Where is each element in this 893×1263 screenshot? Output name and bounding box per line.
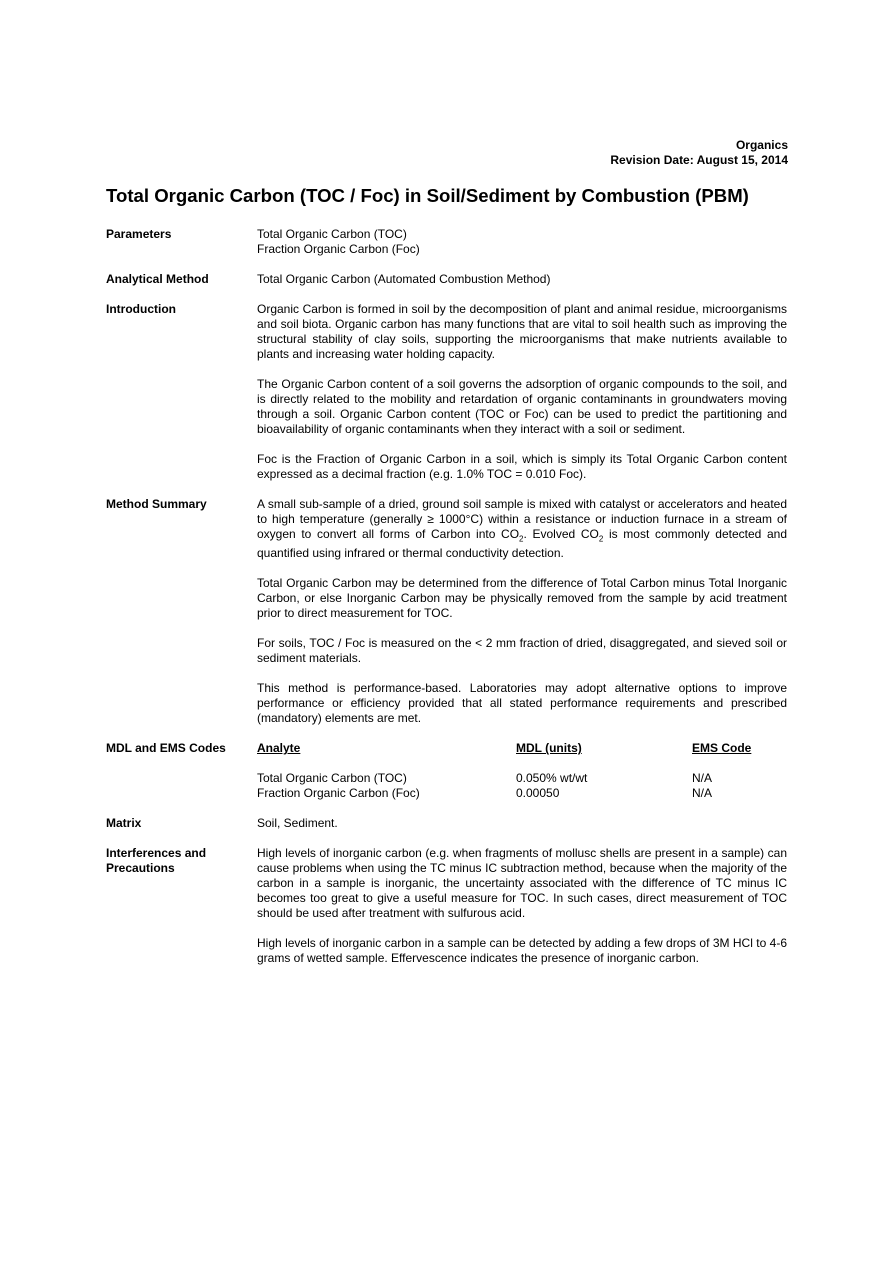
section-mdl-ems [106,741,787,801]
paragraph: For soils, TOC / Foc is measured on the < 2 mm fraction of dried, disaggregated, and sieved soil or sediment materials. [257,636,787,666]
column-header: MDL (units) [516,741,582,756]
table-cell: Total Organic Carbon (TOC) [257,771,407,786]
section-parameters [106,227,787,257]
mdl-table [257,741,787,801]
document-body [106,227,787,966]
table-cell: N/A [692,786,713,801]
section-analytical-method [106,272,787,287]
table-cell: Fraction Organic Carbon (Foc) [257,786,420,801]
table-cell: 0.050% wt/wt [516,771,588,786]
section-matrix [106,816,787,831]
text-run: . Evolved CO [523,527,599,541]
table-row [257,786,787,801]
section-label: Analytical Method [106,272,209,286]
text-run: is most commonly detected and quantified using infrared or thermal conductivity detection. [257,527,787,561]
subscript: 2 [598,534,604,544]
document-header [610,138,788,168]
paragraph: High levels of inorganic carbon in a sample can be detected by adding a few drops of 3M HCl to 4-6 grams of wetted sample. Effervescence indicates the presence of inorganic carbon. [257,936,787,966]
document-title: Total Organic Carbon (TOC / Foc) in Soil/Sediment by Combustion (PBM) [106,185,749,206]
section-label-line: Interferences and [106,846,207,861]
revision-date: Revision Date: August 15, 2014 [610,153,788,167]
paragraph: Total Organic Carbon may be determined from the difference of Total Carbon minus Total Inorganic Carbon, or else Inorganic Carbon may be physically removed from the sample by acid treatment prior to direct measurement for TOC. [257,576,787,621]
section-introduction [106,302,787,482]
subscript: 2 [519,534,524,544]
parameter-item: Total Organic Carbon (TOC) [257,227,407,241]
parameter-item: Fraction Organic Carbon (Foc) [257,242,420,256]
paragraph [257,497,787,561]
mdl-header-row [257,741,787,756]
section-label: MDL and EMS Codes [106,741,226,756]
section-label: Introduction [106,302,176,316]
column-header: EMS Code [692,741,752,756]
section-label: Method Summary [106,497,207,511]
table-cell: 0.00050 [516,786,560,801]
paragraph: The Organic Carbon content of a soil governs the adsorption of organic compounds to the soil, and is directly related to the mobility and retardation of organic contaminants in groundwaters moving through a soil. Organic Carbon content (TOC or Foc) can be used to predict the partitioning and bioavailability of organic contaminants when they interact with a soil or sediment. [257,377,787,436]
section-interferences [106,846,787,966]
category-label: Organics [735,138,788,152]
analytical-method-text: Total Organic Carbon (Automated Combustion Method) [257,272,551,286]
paragraph: Foc is the Fraction of Organic Carbon in a soil, which is simply its Total Organic Carbon content expressed as a decimal fraction (e.g. 1.0% TOC = 0.010 Foc). [257,452,787,481]
section-label: Matrix [106,816,142,831]
paragraph: Organic Carbon is formed in soil by the decomposition of plant and animal residue, microorganisms and soil biota. Organic carbon has many functions that are vital to soil health such as improving the structural stability of clay soils, supporting the microorganisms that make nutrients available to plants and increasing water holding capacity. [257,302,787,361]
paragraph: This method is performance-based. Laboratories may adopt alternative options to improve performance or efficiency provided that all stated performance requirements and prescribed (mandatory) elements are met. [257,681,787,726]
section-label [106,846,257,966]
table-row [257,771,787,786]
section-method-summary [106,497,787,726]
column-header: Analyte [257,741,301,756]
table-cell: N/A [692,771,713,786]
section-label-line: Precautions [106,861,175,876]
matrix-text: Soil, Sediment. [257,816,338,831]
section-label: Parameters [106,227,172,241]
paragraph: High levels of inorganic carbon (e.g. when fragments of mollusc shells are present in a sample) can cause problems when using the TC minus IC subtraction method, because when the majority of the carbon in a sample is inorganic, the uncertainty associated with the difference of TC minus IC becomes too great to give a useful measure for TOC. In such cases, direct measurement of TOC should be used after treatment with sulfurous acid. [257,846,787,921]
text-run: A small sub-sample of a dried, ground soil sample is mixed with catalyst or accelerators and heated to high temperature (generally ≥ 1000°C) within a resistance or induction furnace in a stream of oxygen to convert all forms of Carbon into CO [257,497,787,541]
